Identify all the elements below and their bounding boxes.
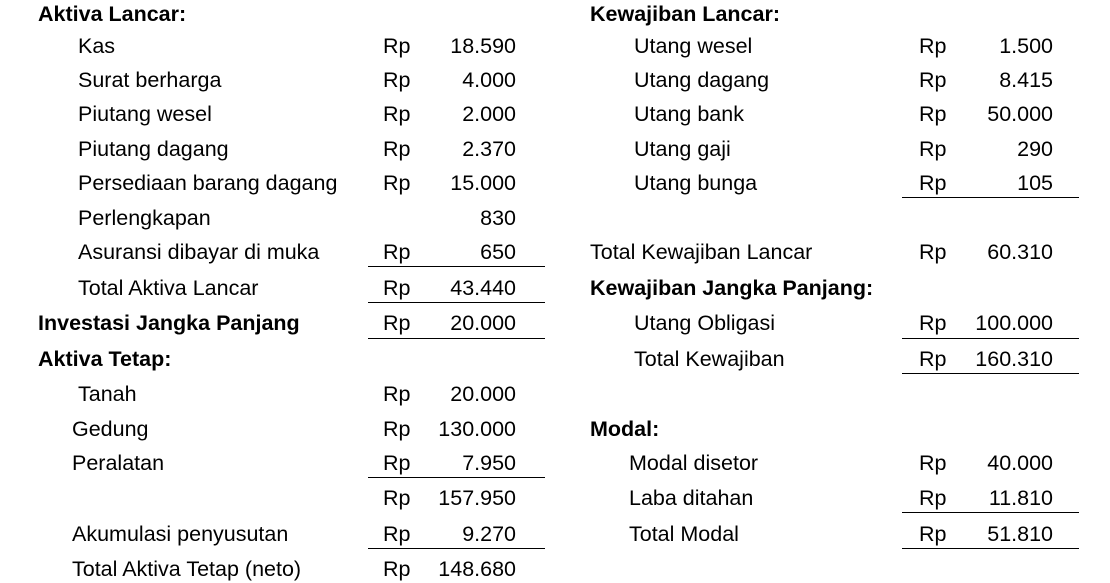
akumulasi-amount: 9.270 bbox=[462, 522, 516, 546]
underline bbox=[368, 266, 545, 267]
total-kewajiban-label: Total Kewajiban bbox=[634, 347, 785, 371]
row-currency: Rp bbox=[383, 417, 411, 441]
heading-kewajiban-lancar: Kewajiban Lancar: bbox=[590, 2, 780, 26]
row-currency: Rp bbox=[919, 240, 947, 264]
row-currency: Rp bbox=[919, 486, 947, 510]
underline bbox=[368, 338, 545, 339]
heading-aktiva-tetap: Aktiva Tetap: bbox=[38, 347, 172, 371]
row-amount: 15.000 bbox=[450, 171, 516, 195]
row-amount: 18.590 bbox=[450, 34, 516, 58]
row-label: Utang gaji bbox=[634, 137, 731, 161]
row-currency: Rp bbox=[383, 311, 411, 335]
row-currency: Rp bbox=[383, 240, 411, 264]
row-currency: Rp bbox=[383, 276, 411, 300]
row-label: Utang dagang bbox=[634, 68, 770, 92]
row-currency: Rp bbox=[919, 137, 947, 161]
total-modal-label: Total Modal bbox=[629, 522, 739, 546]
row-currency: Rp bbox=[919, 68, 947, 92]
underline bbox=[902, 338, 1079, 339]
total-kewajiban-lancar-amount: 60.310 bbox=[987, 240, 1053, 264]
heading-aktiva-lancar: Aktiva Lancar: bbox=[38, 2, 187, 26]
underline bbox=[368, 302, 545, 303]
total-aktiva-tetap-label: Total Aktiva Tetap (neto) bbox=[72, 557, 302, 581]
row-currency: Rp bbox=[383, 102, 411, 126]
total-aktiva-lancar-label: Total Aktiva Lancar bbox=[78, 276, 259, 300]
row-amount: 20.000 bbox=[450, 382, 516, 406]
row-label: Modal disetor bbox=[629, 451, 759, 475]
row-currency: Rp bbox=[919, 34, 947, 58]
total-kewajiban-amount: 160.310 bbox=[975, 347, 1053, 371]
row-currency: Rp bbox=[383, 522, 411, 546]
row-label: Gedung bbox=[72, 417, 149, 441]
row-currency: Rp bbox=[383, 137, 411, 161]
underline bbox=[902, 548, 1079, 549]
row-amount: 8.415 bbox=[999, 68, 1053, 92]
row-label: Tanah bbox=[78, 382, 137, 406]
row-amount: 2.370 bbox=[462, 137, 516, 161]
row-amount: 4.000 bbox=[462, 68, 516, 92]
row-label: Surat berharga bbox=[78, 68, 222, 92]
underline bbox=[902, 197, 1079, 198]
underline bbox=[902, 373, 1079, 374]
row-currency: Rp bbox=[383, 171, 411, 195]
row-currency: Rp bbox=[383, 68, 411, 92]
row-amount: 290 bbox=[1017, 137, 1053, 161]
row-amount: 2.000 bbox=[462, 102, 516, 126]
row-currency: Rp bbox=[919, 347, 947, 371]
row-currency: Rp bbox=[919, 522, 947, 546]
row-currency: Rp bbox=[383, 34, 411, 58]
row-amount: 40.000 bbox=[987, 451, 1053, 475]
row-label: Utang bank bbox=[634, 102, 744, 126]
row-amount: 650 bbox=[480, 240, 516, 264]
row-label: Utang wesel bbox=[634, 34, 753, 58]
row-currency: Rp bbox=[919, 451, 947, 475]
subtotal-amount: 157.950 bbox=[438, 486, 516, 510]
heading-modal: Modal: bbox=[590, 417, 660, 441]
row-label: Perlengkapan bbox=[78, 206, 211, 230]
row-label: Persediaan barang dagang bbox=[78, 171, 338, 195]
row-amount: 130.000 bbox=[438, 417, 516, 441]
row-currency: Rp bbox=[383, 451, 411, 475]
heading-kewajiban-jangka-panjang: Kewajiban Jangka Panjang: bbox=[590, 276, 874, 300]
row-currency: Rp bbox=[383, 382, 411, 406]
row-label: Piutang wesel bbox=[78, 102, 212, 126]
row-amount: 11.810 bbox=[988, 486, 1053, 510]
row-currency: Rp bbox=[383, 486, 411, 510]
row-label: Utang bunga bbox=[634, 171, 758, 195]
row-currency: Rp bbox=[383, 557, 411, 581]
underline bbox=[368, 548, 545, 549]
row-label: Laba ditahan bbox=[629, 486, 754, 510]
total-kewajiban-lancar-label: Total Kewajiban Lancar bbox=[590, 240, 813, 264]
row-currency: Rp bbox=[919, 171, 947, 195]
utang-obligasi-amount: 100.000 bbox=[975, 311, 1053, 335]
total-aktiva-lancar-amount: 43.440 bbox=[450, 276, 516, 300]
row-amount: 1.500 bbox=[999, 34, 1053, 58]
investasi-label: Investasi Jangka Panjang bbox=[38, 311, 300, 335]
row-label: Peralatan bbox=[72, 451, 165, 475]
row-label: Asuransi dibayar di muka bbox=[78, 240, 320, 264]
total-aktiva-tetap-amount: 148.680 bbox=[438, 557, 516, 581]
row-label: Kas bbox=[78, 34, 116, 58]
akumulasi-label: Akumulasi penyusutan bbox=[72, 522, 289, 546]
row-currency: Rp bbox=[919, 311, 947, 335]
row-label: Piutang dagang bbox=[78, 137, 229, 161]
investasi-amount: 20.000 bbox=[450, 311, 516, 335]
row-amount: 830 bbox=[480, 206, 516, 230]
row-amount: 7.950 bbox=[462, 451, 516, 475]
underline bbox=[902, 512, 1079, 513]
underline bbox=[368, 477, 545, 478]
row-currency: Rp bbox=[919, 102, 947, 126]
utang-obligasi-label: Utang Obligasi bbox=[634, 311, 776, 335]
total-modal-amount: 51.810 bbox=[987, 522, 1053, 546]
row-amount: 105 bbox=[1017, 171, 1053, 195]
row-amount: 50.000 bbox=[987, 102, 1053, 126]
